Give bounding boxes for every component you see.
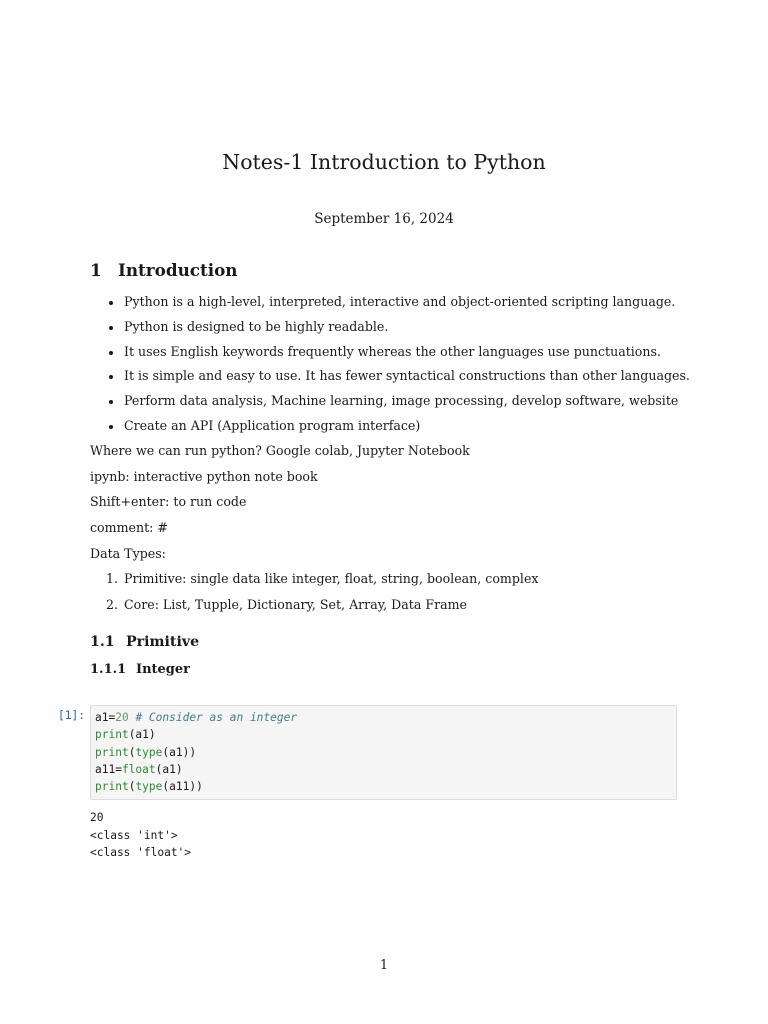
subsection-heading-primitive — [90, 633, 680, 651]
document-date: September 16, 2024 — [314, 211, 454, 227]
code-token: (a1) — [155, 762, 183, 776]
subsection-number: 1.1 — [90, 634, 115, 651]
list-item — [106, 571, 680, 587]
document-body — [90, 260, 690, 679]
subsubsection-title: Integer — [136, 661, 191, 677]
paragraph-shift-enter: Shift+enter: to run code — [90, 494, 247, 510]
code-line — [95, 709, 672, 726]
bullet-item: Python is a high-level, interpreted, interactive and object-oriented scripting language. — [106, 294, 680, 310]
output-line: <class 'float'> — [90, 846, 192, 860]
code-token: (a1)) — [162, 745, 197, 759]
code-token: a1= — [95, 711, 116, 724]
bullet-item: Create an API (Application program interface) — [106, 418, 680, 434]
section-title: Introduction — [118, 260, 238, 280]
bullet-item: Perform data analysis, Machine learning, image processing, develop software, website — [106, 393, 680, 409]
bullet-item: It uses English keywords frequently whereas the other languages use punctuations. — [106, 344, 680, 360]
code-number: 20 — [115, 711, 129, 724]
subsubsection-number: 1.1.1 — [90, 661, 127, 677]
code-cell[interactable] — [90, 705, 677, 800]
cell-output — [90, 809, 191, 862]
code-line — [95, 744, 672, 761]
paragraph-comment: comment: # — [90, 519, 168, 535]
code-token: ( — [128, 745, 136, 759]
list-item-text: Primitive: single data like integer, float, string, boolean, complex — [124, 571, 539, 587]
code-line — [95, 726, 672, 743]
code-builtin: print — [95, 780, 129, 794]
section-heading-introduction — [90, 260, 680, 282]
code-builtin: type — [135, 780, 163, 794]
code-token: (a11)) — [162, 780, 203, 794]
paragraph-data-types: Data Types: — [90, 545, 166, 561]
output-line: 20 — [90, 811, 104, 824]
subsubsection-heading-integer — [90, 662, 680, 679]
code-comment: # Consider as an integer — [128, 711, 298, 724]
list-item-number: 2. — [106, 596, 119, 612]
code-line — [95, 778, 672, 795]
code-token: a11= — [95, 762, 122, 776]
paragraph-ipynb: ipynb: interactive python note book — [90, 468, 318, 484]
code-token: ( — [128, 780, 136, 794]
code-line — [95, 761, 672, 778]
bullet-item: Python is designed to be highly readable. — [106, 319, 680, 335]
list-item — [106, 597, 680, 613]
data-types-list — [90, 571, 680, 613]
bullet-item: It is simple and easy to use. It has fewer syntactical constructions than other languages. — [106, 368, 680, 384]
cell-prompt: [1]: — [58, 709, 85, 722]
list-item-number: 1. — [106, 571, 119, 587]
output-line: <class 'int'> — [90, 828, 178, 842]
code-token: (a1) — [128, 728, 156, 742]
code-builtin: print — [95, 728, 129, 742]
paragraph-run-python: Where we can run python? Google colab, Jupyter Notebook — [90, 442, 470, 458]
introduction-bullet-list — [90, 293, 690, 435]
section-number: 1 — [90, 260, 102, 280]
list-item-text: Core: List, Tupple, Dictionary, Set, Array, Data Frame — [124, 596, 467, 612]
document-title: Notes-1 Introduction to Python — [222, 150, 546, 174]
code-builtin: float — [121, 762, 156, 776]
code-builtin: type — [135, 745, 163, 759]
subsection-title: Primitive — [126, 634, 200, 651]
code-builtin: print — [95, 745, 129, 759]
page-number: 1 — [379, 957, 388, 972]
